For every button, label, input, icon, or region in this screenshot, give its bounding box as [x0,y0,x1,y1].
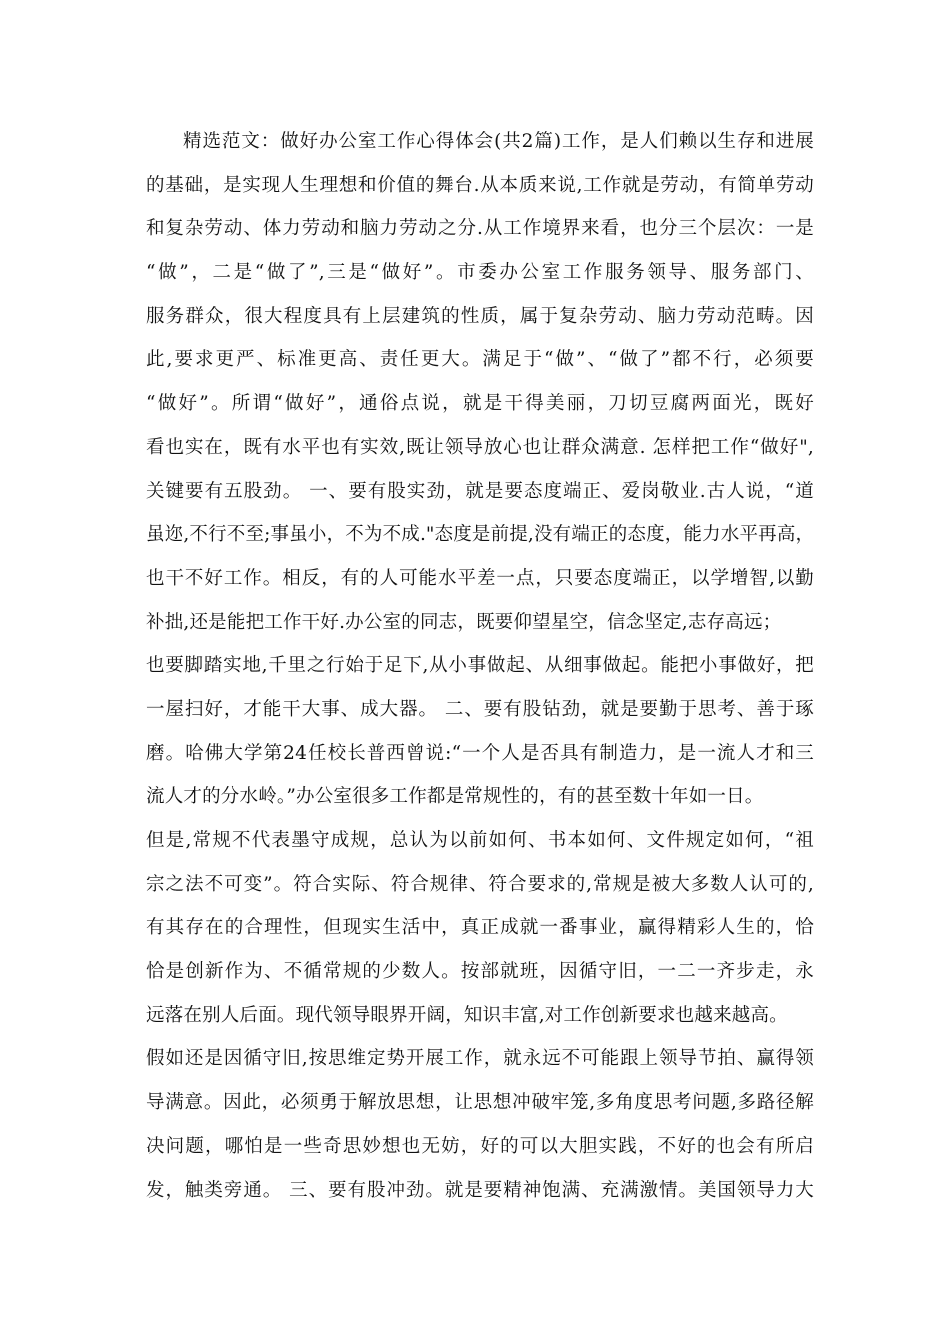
text-line: 恰是创新作为、不循常规的少数人。按部就班，因循守旧，一二一齐步走，永 [146,961,814,983]
text-line: 虽迩,不行不至;事虽小，不为不成."态度是前提,没有端正的态度，能力水平再高， [146,524,814,546]
text-line: 也干不好工作。相反，有的人可能水平差一点，只要态度端正，以学增智,以勤 [146,567,814,589]
text-line: 发，触类旁通。 三、要有股冲劲。就是要精神饱满、充满激情。美国领导力大 [146,1179,814,1201]
text-line: 但是,常规不代表墨守成规，总认为以前如何、书本如何、文件规定如何，“祖 [146,830,814,851]
text-line: 精选范文：做好办公室工作心得体会(共2篇)工作，是人们赖以生存和进展 [183,131,814,152]
text-line: 和复杂劳动、体力劳动和脑力劳动之分.从工作境界来看，也分三个层次：一是 [146,218,814,240]
text-line: 磨。哈佛大学第24任校长普西曾说:“一个人是否具有制造力，是一流人才和三 [146,742,814,764]
text-line: 看也实在，既有水平也有实效,既让领导放心也让群众满意. 怎样把工作“做好", [146,436,814,458]
text-line: 补拙,还是能把工作干好.办公室的同志，既要仰望星空，信念坚定,志存高远； [146,611,782,633]
text-line: 导满意。因此，必须勇于解放思想，让思想冲破牢笼,多角度思考问题,多路径解 [146,1092,814,1114]
text-line: 宗之法不可变”。符合实际、符合规律、符合要求的,常规是被大多数人认可的, [146,873,814,895]
text-line: “做好”。所谓“做好”，通俗点说，就是干得美丽，刀切豆腐两面光，既好 [146,393,814,415]
text-line: “做”，二是“做了”,三是“做好”。市委办公室工作服务领导、服务部门、 [146,262,814,284]
document-body [146,120,814,1212]
text-line: 决问题，哪怕是一些奇思妙想也无妨，好的可以大胆实践，不好的也会有所启 [146,1135,814,1157]
text-line: 一屋扫好，才能干大事、成大器。 二、要有股钻劲，就是要勤于思考、善于琢 [146,698,814,720]
text-line: 的基础，是实现人生理想和价值的舞台.从本质来说,工作就是劳动，有简单劳动 [146,174,814,196]
text-line: 也要脚踏实地,千里之行始于足下,从小事做起、从细事做起。能把小事做好，把 [146,655,814,677]
text-line: 假如还是因循守旧,按思维定势开展工作，就永远不可能跟上领导节拍、赢得领 [146,1048,814,1070]
text-line: 此,要求更严、标准更高、责任更大。满足于“做”、“做了”都不行，必须要 [146,349,814,371]
text-line: 关键要有五股劲。 一、要有股实劲，就是要态度端正、爱岗敬业.古人说，“道 [146,480,814,502]
text-line: 服务群众，很大程度具有上层建筑的性质，属于复杂劳动、脑力劳动范畴。因 [146,305,814,327]
text-line: 远落在别人后面。现代领导眼界开阔，知识丰富,对工作创新要求也越来越高。 [146,1004,788,1026]
text-line: 流人才的分水岭。”办公室很多工作都是常规性的，有的甚至数十年如一日。 [146,786,764,808]
text-line: 有其存在的合理性，但现实生活中，真正成就一番事业，赢得精彩人生的，恰 [146,917,814,939]
